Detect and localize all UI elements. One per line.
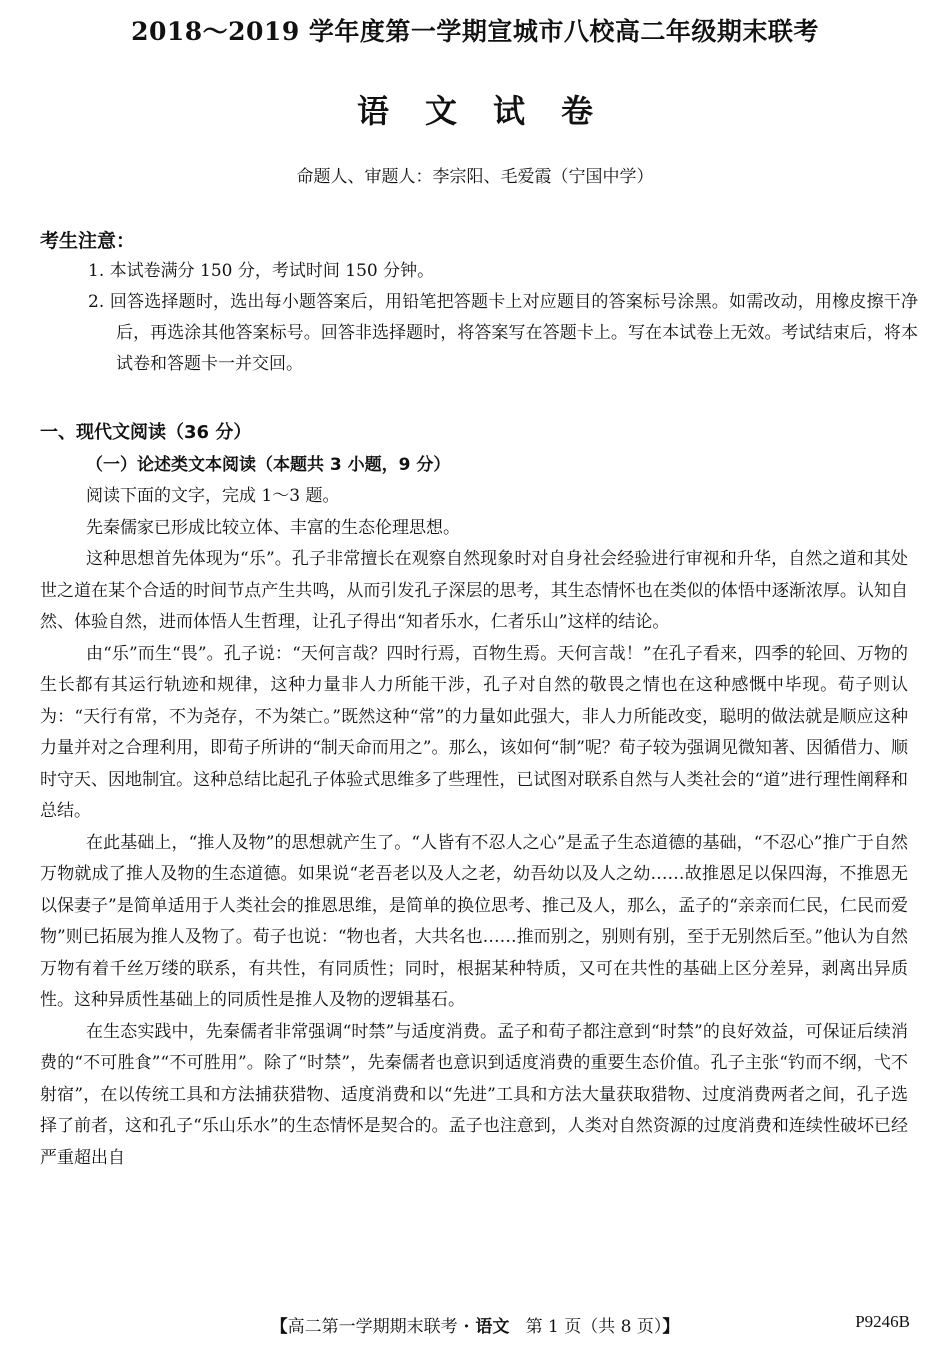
notice-heading: 考生注意： <box>40 230 136 252</box>
footer-page-info: 第 1 页（共 8 页） <box>525 1317 663 1337</box>
footer-left-bracket: 【 <box>270 1317 288 1337</box>
passage-paragraph: 先秦儒家已形成比较立体、丰富的生态伦理思想。 <box>86 517 460 538</box>
footer-subject: 语文 <box>475 1317 510 1337</box>
notice-list <box>88 256 918 380</box>
page-footer <box>0 1312 950 1340</box>
exam-title: 2018～2019 学年度第一学期宣城市八校高二年级期末联考 <box>131 17 819 46</box>
footer-label <box>0 1312 950 1337</box>
subsection-heading: （一）论述类文本阅读（本题共 3 小题，9 分） <box>86 455 451 475</box>
paper-code: P9246B <box>855 1312 910 1331</box>
notice-item: 2. 回答选择题时，选出每小题答案后，用铅笔把答题卡上对应题目的答案标号涂黑。如需改动，用橡皮擦干净后，再选涂其他答案标号。回答非选择题时，将答案写在答题卡上。写在本试卷上无效。考试结束后，将本试卷和答题卡一并交回。 <box>88 292 918 374</box>
section-heading: 一、现代文阅读（36 分） <box>40 422 252 443</box>
passage-paragraph: 在此基础上，“推人及物”的思想就产生了。“人皆有不忍人之心”是孟子生态道德的基础，“不忍心”推广于自然万物就成了推人及物的生态道德。如果说“老吾老以及人之老，幼吾幼以及人之幼……故推恩足以保四海，不推恩无以保妻子”是简单适用于人类社会的推恩思维，是简单的换位思考、推己及人，那么，孟子的“亲亲而仁民，仁民而爱物”则已拓展为推人及物了。荀子也说：“物也者，大共名也……推而别之，别则有别，至于无别然后至。”他认为自然万物有着千丝万缕的联系，有共性，有同质性；同时，根据某种特质，又可在共性的基础上区分差异，剥离出异质性。这种异质性基础上的同质性是推人及物的逻辑基石。 <box>40 832 908 1010</box>
instruction-text: 阅读下面的文字，完成 1～3 题。 <box>86 486 340 506</box>
notice-item: 1. 本试卷满分 150 分，考试时间 150 分钟。 <box>88 261 435 281</box>
reading-passage <box>40 481 908 1174</box>
footer-separator: · <box>457 1317 476 1337</box>
passage-paragraph: 在生态实践中，先秦儒者非常强调“时禁”与适度消费。孟子和荀子都注意到“时禁”的良好效益，可保证后续消费的“不可胜食”“不可胜用”。除了“时禁”，先秦儒者也意识到适度消费的重要生态价值。孔子主张“钓而不纲，弋不射宿”，在以传统工具和方法捕获猎物、适度消费和以“先进”工具和方法大量获取猎物、过度消费两者之间，孔子选择了前者，这和孔子“乐山乐水”的生态情怀是契合的。孟子也注意到，人类对自然资源的过度消费和连续性破坏已经严重超出自 <box>40 1021 908 1168</box>
author-line: 命题人、审题人：李宗阳、毛爱霞（宁国中学） <box>296 167 654 187</box>
passage-paragraph: 这种思想首先体现为“乐”。孔子非常擅长在观察自然现象时对自身社会经验进行审视和升华，自然之道和其处世之道在某个合适的时间节点产生共鸣，从而引发孔子深层的思考，其生态情怀也在类似的体悟中逐渐浓厚。认知自然、体验自然，进而体悟人生哲理，让孔子得出“知者乐水，仁者乐山”这样的结论。 <box>40 549 908 632</box>
passage-paragraph: 由“乐”而生“畏”。孔子说：“天何言哉？四时行焉，百物生焉。天何言哉！”在孔子看来，四季的轮回、万物的生长都有其运行轨迹和规律，这种力量非人力所能干涉，孔子对自然的敬畏之情也在这种感慨中毕现。荀子则认为：“天行有常，不为尧存，不为桀亡。”既然这种“常”的力量如此强大，非人力所能改变，聪明的做法就是顺应这种力量并对之合理利用，即荀子所讲的“制天命而用之”。那么，该如何“制”呢？荀子较为强调见微知著、因循借力、顺时守天、因地制宜。这种总结比起孔子体验式思维多了些理性，已试图对联系自然与人类社会的“道”进行理性阐释和总结。 <box>40 643 908 821</box>
footer-right-bracket: 】 <box>662 1317 680 1337</box>
subject-title: 语文试卷 <box>356 92 629 130</box>
footer-exam-name: 高二第一学期期末联考 <box>287 1317 458 1337</box>
